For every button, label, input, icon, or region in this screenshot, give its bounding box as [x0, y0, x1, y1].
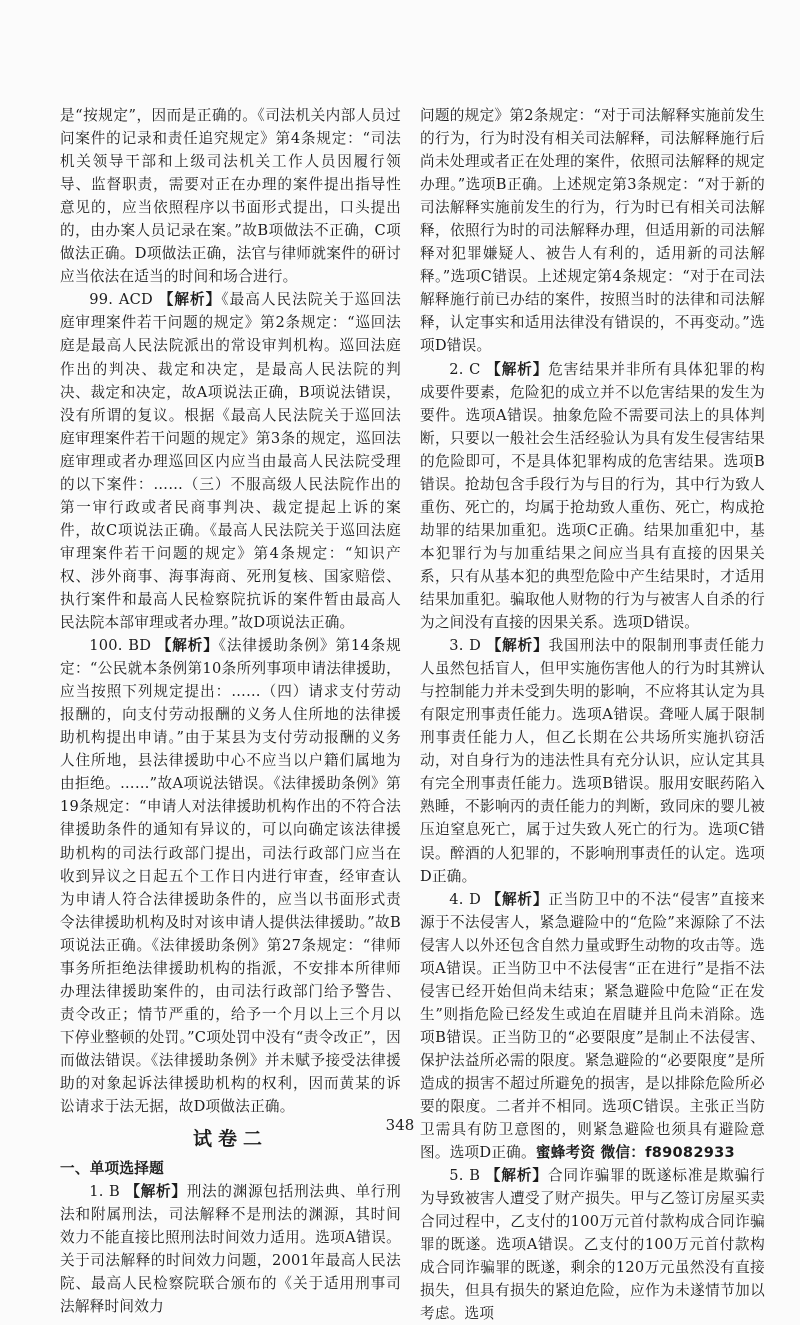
answer-2-text: 危害结果并非所有具体犯罪的构成要件要素，危险犯的成立并不以危害结果的发生为要件。选项A错误。抽象危险不需要司法上的具体判断，只要以一般社会生活经验认为具有发生侵害结果的危险即可，不是具体犯罪构成的危害结果。选项B错误。抢劫包含手段行为与目的行为，其中行为致人重伤、死亡的，均属于抢劫致人重伤、死亡，构成抢劫罪的结果加重犯。选项C正确。结果加重犯中，基本犯罪行为与加重结果之间应当具有直接的因果关系，只有从基本犯的典型危险中产生结果时，才适用结果加重犯。骗取他人财物的行为与被害人自杀的行为之间没有直接的因果关系。选项D错误。 [420, 360, 765, 632]
section-title: 试卷二 [192, 1128, 268, 1151]
right-column [420, 104, 765, 1325]
answer-4-tag: 【解析】 [486, 890, 549, 908]
answer-1 [60, 1180, 401, 1318]
answer-99-text: 《最高人民法院关于巡回法庭审理案件若干问题的规定》第2条规定：“巡回法庭是最高人民法院派出的常设审判机构。巡回法庭作出的判决、裁定和决定，是最高人民法院的判决、裁定和决定，故A项说法正确，B项说法错误，没有所谓的复议。根据《最高人民法院关于巡回法庭审理案件若干问题的规定》第3条的规定，巡回法庭审理或者办理巡回区内应当由最高人民法院受理的以下案件：……（三）不服高级人民法院作出的第一审行政或者民商事判决、裁定提起上诉的案件，故C项说法正确。《最高人民法院关于巡回法庭审理案件若干问题的规定》第4条规定：“知识产权、涉外商事、海事海商、死刑复核、国家赔偿、执行案件和最高人民检察院抗诉的案件暂由最高人民法院本部审理或者办理。”故D项说法正确。 [60, 291, 401, 632]
page-number: 348 [385, 1116, 415, 1134]
answer-4-text: 正当防卫中的不法“侵害”直接来源于不法侵害人，紧急避险中的“危险”来源除了不法侵害人以外还包含自然力量或野生动物的攻击等。选项A错误。正当防卫中不法侵害“正在进行”是指不法侵害已经开始但尚未结束；紧急避险中危险“正在发生”则指危险已经发生或迫在眉睫并且尚未消除。选项B错误。正当防卫的“必要限度”是制止不法侵害、保护法益所必需的限度。紧急避险的“必要限度”是所造成的损害不超过所避免的损害，是以排除危险所必要的限度。二者并不相同。选项C错误。主张正当防卫需具有防卫意图的，则紧急避险也须具有避险意图。选项D正确。 [420, 890, 765, 1162]
answer-5-number: 5. B [449, 1167, 486, 1185]
answer-99-tag: 【解析】 [158, 291, 222, 309]
answer-100 [60, 634, 401, 1118]
answer-2-tag: 【解析】 [486, 360, 549, 378]
answer-2-number: 2. C [449, 360, 487, 378]
answer-100-number: 100. BD [89, 637, 157, 655]
answer-5 [420, 1164, 765, 1325]
answer-1-text: 刑法的渊源包括刑法典、单行刑法和附属刑法，司法解释不是刑法的渊源，其时间效力不能直接比照刑法时间效力适用。选项A错误。关于司法解释的时间效力问题，2001年最高人民法院、最高人民检察院联合颁布的《关于适用刑事司法解释时间效力 [60, 1183, 401, 1316]
answer-1-continuation: 问题的规定》第2条规定：“对于司法解释实施前发生的行为，行为时没有相关司法解释，司法解释施行后尚未处理或者正在处理的案件，依照司法解释的规定办理。”选项B正确。上述规定第3条规定：“对于新的司法解释实施前发生的行为，行为时已有相关司法解释，依照行为时的司法解释办理，但适用新的司法解释对犯罪嫌疑人、被告人有利的，适用新的司法解释。”选项C错误。上述规定第4条规定：“对于在司法解释施行前已办结的案件，按照当时的法律和司法解释，认定事实和适用法律没有错误的，不再变动。”选项D错误。 [420, 107, 765, 355]
answer-4-number: 4. D [449, 890, 487, 908]
answer-3 [420, 634, 765, 888]
answer-99-number: 99. ACD [89, 291, 159, 309]
sub-section-title: 一、单项选择题 [60, 1160, 164, 1178]
answer-1-tag: 【解析】 [125, 1183, 187, 1201]
answer-100-tag: 【解析】 [156, 637, 219, 655]
answer-3-text: 我国刑法中的限制刑事责任能力人虽然包括盲人，但甲实施伤害他人的行为时其辨认与控制能力并未受到失明的影响，不应将其认定为具有限定刑事责任能力。选项A错误。聋哑人属于限制刑事责任能力人，但乙长期在公共场所实施扒窃活动，对自身行为的违法性具有充分认识，应认定其具有完全刑事责任能力。选项B错误。服用安眠药陷入熟睡，不影响丙的责任能力的判断，致同床的婴儿被压迫窒息死亡，属于过失致人死亡的行为。选项C错误。醉酒的人犯罪的，不影响刑事责任的认定。选项D正确。 [420, 637, 765, 885]
watermark-text: 蜜蜂考资 微信：f89082933 [535, 1144, 735, 1162]
answer-1-number: 1. B [89, 1183, 126, 1201]
answer-100-text: 《法律援助条例》第14条规定：“公民就本条例第10条所列事项申请法律援助，应当按照下列规定提出：……（四）请求支付劳动报酬的，向支付劳动报酬的义务人住所地的法律援助机构提出申请。”由于某县为支付劳动报酬的义务人住所地，县法律援助中心不应当以户籍们属地为由拒绝。……”故A项说法错误。《法律援助条例》第19条规定：“申请人对法律援助机构作出的不符合法律援助条件的通知有异议的，可以向确定该法律援助机构的司法行政部门提出，司法行政部门应当在收到异议之日起五个工作日内进行审查，经审查认为申请人符合法律援助条件的，应当以书面形式责令法律援助机构及时对该申请人提供法律援助。”故B项说法正确。《法律援助条例》第27条规定：“律师事务所拒绝法律援助机构的指派，不安排本所律师办理法律援助案件的，由司法行政部门给予警告、责令改正；情节严重的，给予一个月以上三个月以下停业整顿的处罚。”C项处罚中没有“责令改正”，因而做法错误。《法律援助条例》并未赋予接受法律援助的对象起诉法律援助机构的权利，因而黄某的诉讼请求于法无据，故D项做法正确。 [60, 637, 401, 1116]
answer-3-number: 3. D [449, 637, 487, 655]
answer-3-tag: 【解析】 [486, 637, 549, 655]
left-column [60, 104, 401, 1318]
answer-99 [60, 288, 401, 634]
answer-2 [420, 358, 765, 635]
answer-5-text: 合同诈骗罪的既遂标准是欺骗行为导致被害人遭受了财产损失。甲与乙签订房屋买卖合同过程中，乙支付的100万元首付款构成合同诈骗罪的既遂。选项A错误。乙支付的100万元首付款构成合同诈骗罪的既遂，剩余的120万元虽然没有直接损失，但具有损失的紧迫危险，应作为未遂情节加以考虑。选项 [420, 1167, 765, 1323]
answer-5-tag: 【解析】 [485, 1167, 548, 1185]
q98-continuation: 是“按规定”，因而是正确的。《司法机关内部人员过问案件的记录和责任追究规定》第4条规定：“司法机关领导干部和上级司法机关工作人员因履行领导、监督职责，需要对正在办理的案件提出指导性意见的，应当依照程序以书面形式提出，口头提出的，由办案人员记录在案。”故B项做法不正确，C项做法正确。D项做法正确，法官与律师就案件的研讨应当依法在适当的时间和场合进行。 [60, 107, 401, 286]
